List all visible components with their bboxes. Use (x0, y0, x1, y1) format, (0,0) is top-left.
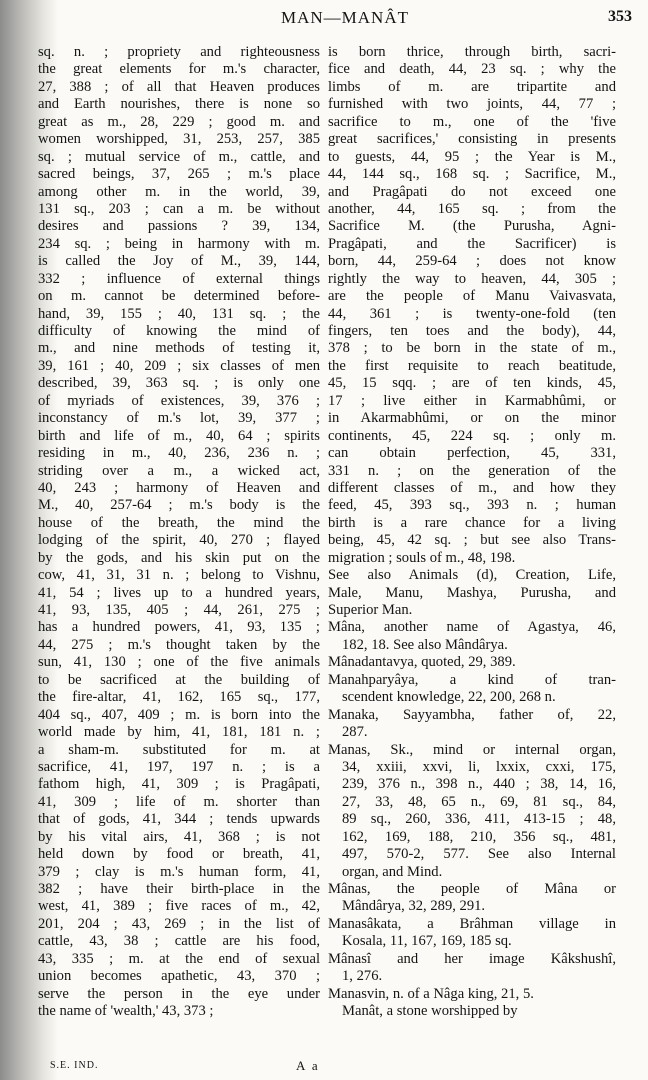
index-line: another, 44, 165 sq. ; from the (328, 200, 616, 217)
index-line: sacrifice, 41, 197, 197 n. ; is a (38, 758, 320, 775)
index-line: 382 ; have their birth-place in the (38, 881, 320, 897)
index-line: Mânadantavya, quoted, 29, 389. (328, 654, 516, 671)
index-line: the great elements for m.'s character, (38, 61, 320, 78)
index-line: fingers, ten toes and the body), 44, (328, 323, 616, 339)
index-line: 182, 18. See also Mândârya. (342, 636, 508, 653)
index-line: 44, 144 sq., 168 sq. ; Sacrifice, M., (328, 166, 616, 183)
index-line: Mânasî and her image Kâkshushî, (328, 950, 616, 967)
index-line: union becomes apathetic, 43, 370 ; (38, 968, 320, 985)
gathering-mark: A a (296, 1058, 320, 1073)
index-line: sacred beings, 37, 265 ; m.'s place (38, 166, 320, 183)
index-line: Mânas, the people of Mâna or (328, 881, 616, 897)
index-column-right (328, 44, 616, 1021)
index-line: scendent knowledge, 22, 200, 268 n. (342, 689, 556, 706)
index-line: 331 n. ; on the generation of the (328, 462, 616, 479)
index-line: 41, 309 ; life of m. shorter than (38, 793, 320, 810)
index-line: can obtain perfection, 45, 331, (328, 445, 616, 462)
index-line: being, 45, 42 sq. ; but see also Trans- (328, 532, 616, 549)
index-line: and Pragâpati do not exceed one (328, 183, 616, 200)
index-line: 89 sq., 260, 336, 411, 413-15 ; 48, (342, 811, 616, 828)
index-line: west, 41, 389 ; five races of m., 42, (38, 898, 320, 915)
index-line: 27, 388 ; of all that Heaven produces (38, 78, 320, 95)
index-line: held down by food or breath, 41, (38, 846, 320, 863)
index-line: Pragâpati, and the Sacrificer) is (328, 235, 616, 252)
index-line: 41, 93, 135, 405 ; 44, 261, 275 ; (38, 602, 320, 618)
index-line: birth is a rare chance for a living (328, 514, 616, 531)
index-line: 497, 570-2, 577. See also Internal (342, 846, 616, 863)
index-line: furnished with two joints, 44, 77 ; (328, 96, 616, 113)
index-line: 34, xxiii, xxvi, li, lxxix, cxxi, 175, (342, 758, 616, 775)
index-line: Sacrifice M. (the Purusha, Agni- (328, 218, 616, 235)
index-line: 239, 376 n., 398 n., 440 ; 38, 14, 16, (342, 776, 616, 793)
index-line: Mândârya, 32, 289, 291. (342, 898, 486, 915)
index-line: to guests, 44, 95 ; the Year is M., (328, 148, 616, 165)
signature-mark: S.E. IND. (50, 1060, 99, 1071)
index-line: 39, 161 ; 40, 209 ; six classes of men (38, 357, 320, 374)
index-line: 43, 335 ; m. at the end of sexual (38, 950, 320, 967)
index-line: Mâna, another name of Agastya, 46, (328, 619, 616, 636)
index-line: house of the breath, the mind the (38, 514, 320, 531)
index-line: by the gods, and his skin put on the (38, 549, 320, 566)
index-line: Manahparyâya, a kind of tran- (328, 671, 616, 688)
index-line: lodging of the spirit, 40, 270 ; flayed (38, 532, 320, 549)
index-line: 234 sq. ; being in harmony with m. (38, 235, 320, 252)
index-line: Kosala, 11, 167, 169, 185 sq. (342, 933, 512, 950)
page-number: 353 (608, 8, 632, 25)
index-line: are the people of Manu Vaivasvata, (328, 288, 616, 305)
index-line: 162, 169, 188, 210, 356 sq., 481, (342, 828, 616, 845)
index-line: great as m., 28, 229 ; good m. and (38, 113, 320, 130)
page-title: MAN—MANÂT (281, 8, 409, 27)
index-line: cattle, 43, 38 ; cattle are his food, (38, 933, 320, 950)
index-line: sq. n. ; propriety and righteousness (38, 44, 320, 60)
index-line: serve the person in the eye under (38, 985, 320, 1002)
index-line: 40, 243 ; harmony of Heaven and (38, 479, 320, 496)
index-line: the first requisite to reach beatitude, (328, 357, 616, 374)
index-line: sun, 41, 130 ; one of the five animals (38, 654, 320, 671)
index-line: a sham-m. substituted for m. at (38, 741, 320, 758)
index-line: difficulty of knowing the mind of (38, 323, 320, 339)
index-line: desires and passions ? 39, 134, (38, 218, 320, 235)
index-line: hand, 39, 155 ; 40, 131 sq. ; the (38, 305, 320, 322)
index-line: migration ; souls of m., 48, 198. (328, 549, 516, 566)
index-line: sacrifice to m., one of the 'five (328, 113, 616, 130)
index-line: born, 44, 259-64 ; does not know (328, 253, 616, 270)
index-line: 378 ; to be born in the state of m., (328, 340, 616, 357)
index-line: 131 sq., 203 ; can a m. be without (38, 200, 320, 217)
index-line: feed, 45, 393 sq., 393 n. ; human (328, 497, 616, 514)
index-line: inconstancy of m.'s lot, 39, 377 ; (38, 410, 320, 427)
index-line: rightly the way to heaven, 44, 305 ; (328, 270, 616, 287)
index-line: Manât, a stone worshipped by (342, 1003, 518, 1020)
index-line: Superior Man. (328, 602, 413, 618)
index-line: to be sacrificed at the building of (38, 671, 320, 688)
index-line: is called the Joy of M., 39, 144, (38, 253, 320, 270)
index-line: striding over a m., a wicked act, (38, 462, 320, 479)
page-footer (50, 1058, 610, 1074)
index-column-left (38, 44, 320, 1021)
index-line: continents, 45, 224 sq. ; only m. (328, 427, 616, 444)
index-line: by his vital airs, 41, 368 ; is not (38, 828, 320, 845)
index-line: 41, 54 ; lives up to a hundred years, (38, 584, 320, 601)
index-line: 27, 33, 48, 65 n., 69, 81 sq., 84, (342, 793, 616, 810)
index-line: limbs of m. are tripartite and (328, 78, 616, 95)
index-line: world made by him, 41, 181, 181 n. ; (38, 724, 320, 741)
index-line: has a hundred powers, 41, 93, 135 ; (38, 619, 320, 636)
index-line: of myriads of existences, 39, 376 ; (38, 392, 320, 409)
index-line: 201, 204 ; 43, 269 ; in the list of (38, 915, 320, 932)
index-line: great sacrifices,' consisting in presents (328, 131, 616, 148)
index-line: in Akarmabhûmi, or on the minor (328, 410, 616, 427)
index-line: 44, 361 ; is twenty-one-fold (ten (328, 305, 616, 322)
index-line: See also Animals (d), Creation, Life, (328, 567, 616, 584)
index-line: 287. (342, 724, 368, 741)
index-line: organ, and Mind. (342, 863, 443, 880)
index-line: birth and life of m., 40, 64 ; spirits (38, 427, 320, 444)
index-line: Manaka, Sayyambha, father of, 22, (328, 706, 616, 723)
index-line: residing in m., 40, 236, 236 n. ; (38, 445, 320, 462)
index-line: Manasâkata, a Brâhman village in (328, 915, 616, 932)
index-line: M., 40, 257-64 ; m.'s body is the (38, 497, 320, 514)
index-line: 379 ; clay is m.'s human form, 41, (38, 863, 320, 880)
index-line: Manasvin, n. of a Nâga king, 21, 5. (328, 985, 534, 1002)
index-line: Manas, Sk., mind or internal organ, (328, 741, 616, 758)
index-line: different classes of m., and how they (328, 479, 616, 496)
index-line: described, 39, 363 sq. ; is only one (38, 375, 320, 392)
index-line: on m. cannot be determined before- (38, 288, 320, 305)
index-line: fice and death, 44, 23 sq. ; why the (328, 61, 616, 78)
index-line: 44, 275 ; m.'s thought taken by the (38, 636, 320, 653)
index-line: 1, 276. (342, 968, 383, 985)
index-line: 45, 15 sqq. ; are of ten kinds, 45, (328, 375, 616, 392)
index-line: among other m. in the world, 39, (38, 183, 320, 200)
index-line: sq. ; mutual service of m., cattle, and (38, 148, 320, 165)
index-line: that of gods, 41, 344 ; tends upwards (38, 811, 320, 828)
index-line: 17 ; live either in Karmabhûmi, or (328, 392, 616, 409)
index-line: 332 ; influence of external things (38, 270, 320, 287)
index-line: 404 sq., 407, 409 ; m. is born into the (38, 706, 320, 723)
index-line: and Earth nourishes, there is none so (38, 96, 320, 113)
index-line: is born thrice, through birth, sacri- (328, 44, 616, 60)
running-header (58, 6, 632, 32)
index-line: m., and nine methods of testing it, (38, 340, 320, 357)
index-line: cow, 41, 31, 31 n. ; belong to Vishnu, (38, 567, 320, 584)
index-line: Male, Manu, Mashya, Purusha, and (328, 584, 616, 601)
index-line: the fire-altar, 41, 162, 165 sq., 177, (38, 689, 320, 706)
index-line: fathom high, 41, 309 ; is Pragâpati, (38, 776, 320, 793)
index-line: the name of 'wealth,' 43, 373 ; (38, 1003, 214, 1020)
index-line: women worshipped, 31, 253, 257, 385 (38, 131, 320, 148)
